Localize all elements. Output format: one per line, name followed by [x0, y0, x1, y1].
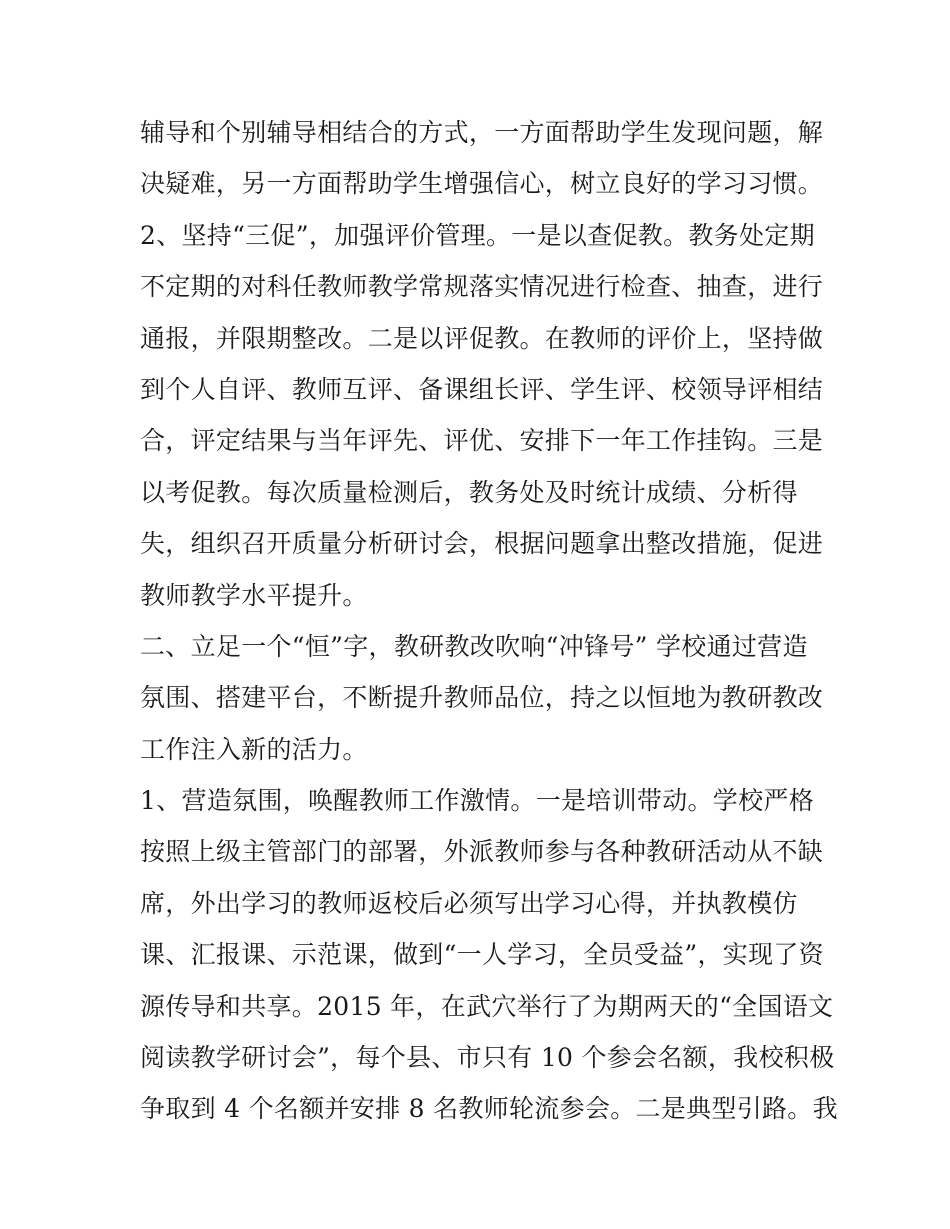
- text-line: 阅读教学研讨会”，每个县、市只有 10 个参会名额，我校积极: [140, 1043, 835, 1073]
- text-line: 2、坚持“三促”，加强评价管理。一是以查促教。教务处定期: [140, 220, 815, 250]
- text-line: 失，组织召开质量分析研讨会，根据问题拿出整改措施，促进: [140, 529, 824, 559]
- text-line: 1、营造氛围，唤醒教师工作激情。一是培训带动。学校严格: [140, 786, 815, 816]
- text-line: 源传导和共享。2015 年，在武穴举行了为期两天的“全国语文: [140, 991, 834, 1021]
- text-line: 争取到 4 个名额并安排 8 名教师轮流参会。二是典型引路。我: [140, 1094, 838, 1124]
- text-line: 到个人自评、教师互评、备课组长评、学生评、校领导评相结: [140, 374, 824, 404]
- section-heading-line: 二、立足一个“恒”字，教研教改吹响“冲锋号” 学校通过营造: [140, 631, 808, 661]
- text-line: 决疑难，另一方面帮助学生增强信心，树立良好的学习习惯。: [140, 169, 824, 199]
- text-line: 工作注入新的活力。: [140, 734, 368, 764]
- text-line: 氛围、搭建平台，不断提升教师品位，持之以恒地为教研教改: [140, 683, 824, 713]
- text-line: 席，外出学习的教师返校后必须写出学习心得，并执教模仿: [140, 888, 798, 918]
- text-line: 合，评定结果与当年评先、评优、安排下一年工作挂钩。三是: [140, 426, 824, 456]
- text-line: 通报，并限期整改。二是以评促教。在教师的评价上，坚持做: [140, 323, 824, 353]
- text-line: 辅导和个别辅导相结合的方式，一方面帮助学生发现问题，解: [140, 118, 824, 147]
- text-line: 教师教学水平提升。: [140, 580, 368, 610]
- text-line: 以考促教。每次质量检测后，教务处及时统计成绩、分析得: [140, 477, 798, 507]
- text-line: 按照上级主管部门的部署，外派教师参与各种教研活动从不缺: [140, 837, 824, 867]
- text-line: 课、汇报课、示范课，做到“一人学习，全员受益”，实现了资: [140, 940, 824, 970]
- body-text: [140, 107, 838, 1135]
- text-line: 不定期的对科任教师教学常规落实情况进行检查、抽查，进行: [140, 272, 824, 302]
